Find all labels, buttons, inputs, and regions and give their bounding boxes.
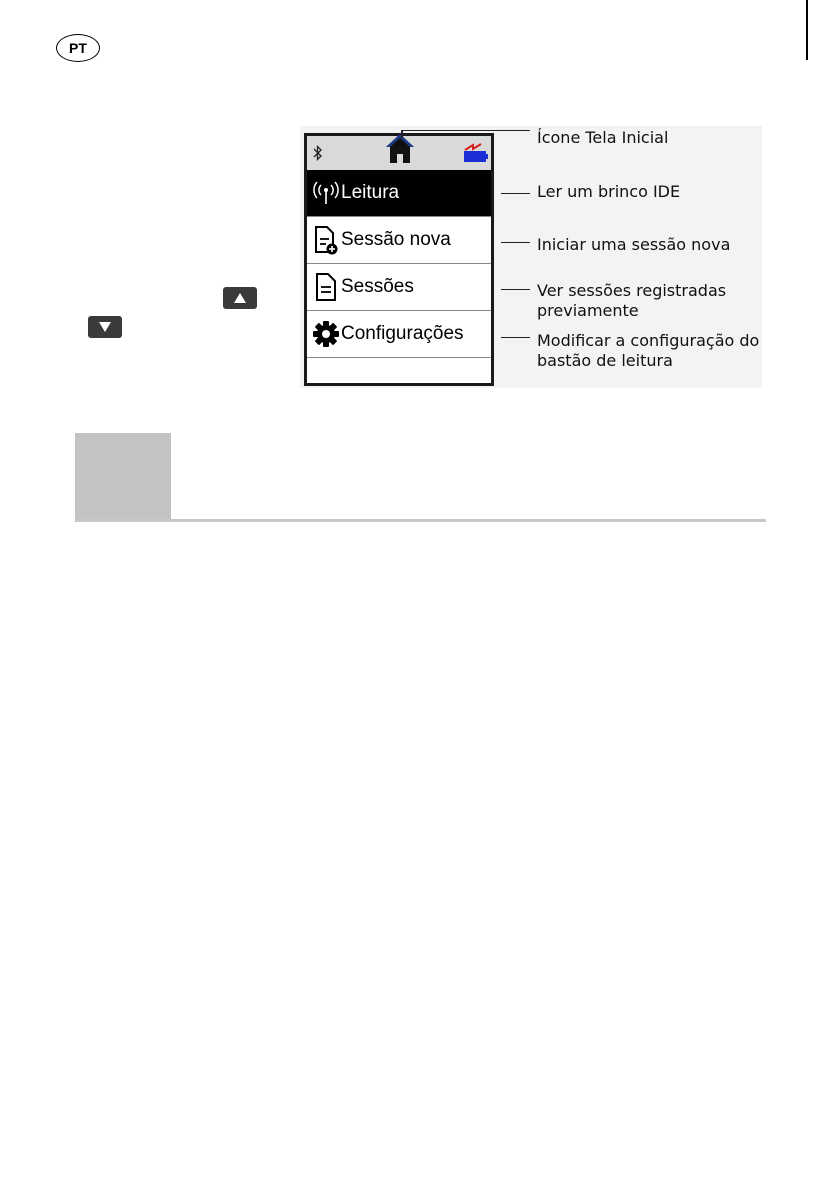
menu-item-sessao-nova (307, 217, 491, 264)
callout-text-line: Ver sessões registradas (537, 281, 727, 300)
menu-item-label: Sessão nova (341, 229, 451, 250)
callout-text-line: Iniciar uma sessão nova (537, 235, 731, 254)
up-arrow-button (223, 287, 257, 309)
callout-read-tag (537, 182, 680, 202)
battery-charging-icon (461, 142, 489, 164)
menu-item-sessoes (307, 264, 491, 311)
menu-item-label: Leitura (341, 182, 400, 203)
down-arrow-button (88, 316, 122, 338)
margin-line (806, 0, 808, 60)
callout-text-line: Ler um brinco IDE (537, 182, 681, 201)
menu-item-leitura (307, 170, 491, 217)
antenna-icon (311, 178, 341, 208)
callout-home-icon (537, 128, 668, 148)
device-screen (304, 133, 494, 386)
document-icon (311, 272, 341, 302)
up-arrow-icon (233, 292, 247, 304)
callout-text-line: previamente (537, 301, 639, 320)
callout-new-session (537, 235, 730, 255)
callout-line (401, 130, 530, 131)
callout-text-line: bastão de leitura (537, 351, 673, 370)
menu-item-configuracoes (307, 311, 491, 358)
callout-line (501, 242, 530, 243)
language-badge: PT (56, 34, 100, 62)
callout-line (501, 289, 530, 290)
callout-sessions (537, 281, 726, 321)
status-bar (307, 136, 491, 170)
callout-text-line: Ícone Tela Inicial (537, 128, 669, 147)
section-divider (75, 519, 766, 522)
callout-line (501, 193, 530, 194)
callout-line (501, 337, 530, 338)
menu-item-label: Sessões (341, 276, 414, 297)
home-icon (385, 132, 415, 166)
note-box (75, 433, 171, 520)
bluetooth-icon (313, 145, 323, 161)
menu-item-label: Configurações (341, 323, 464, 344)
callout-settings (537, 331, 759, 371)
callout-line (401, 131, 403, 138)
gear-icon (311, 319, 341, 349)
callout-text-line: Modificar a configuração do (537, 331, 760, 350)
new-document-icon (311, 225, 341, 255)
down-arrow-icon (98, 321, 112, 333)
